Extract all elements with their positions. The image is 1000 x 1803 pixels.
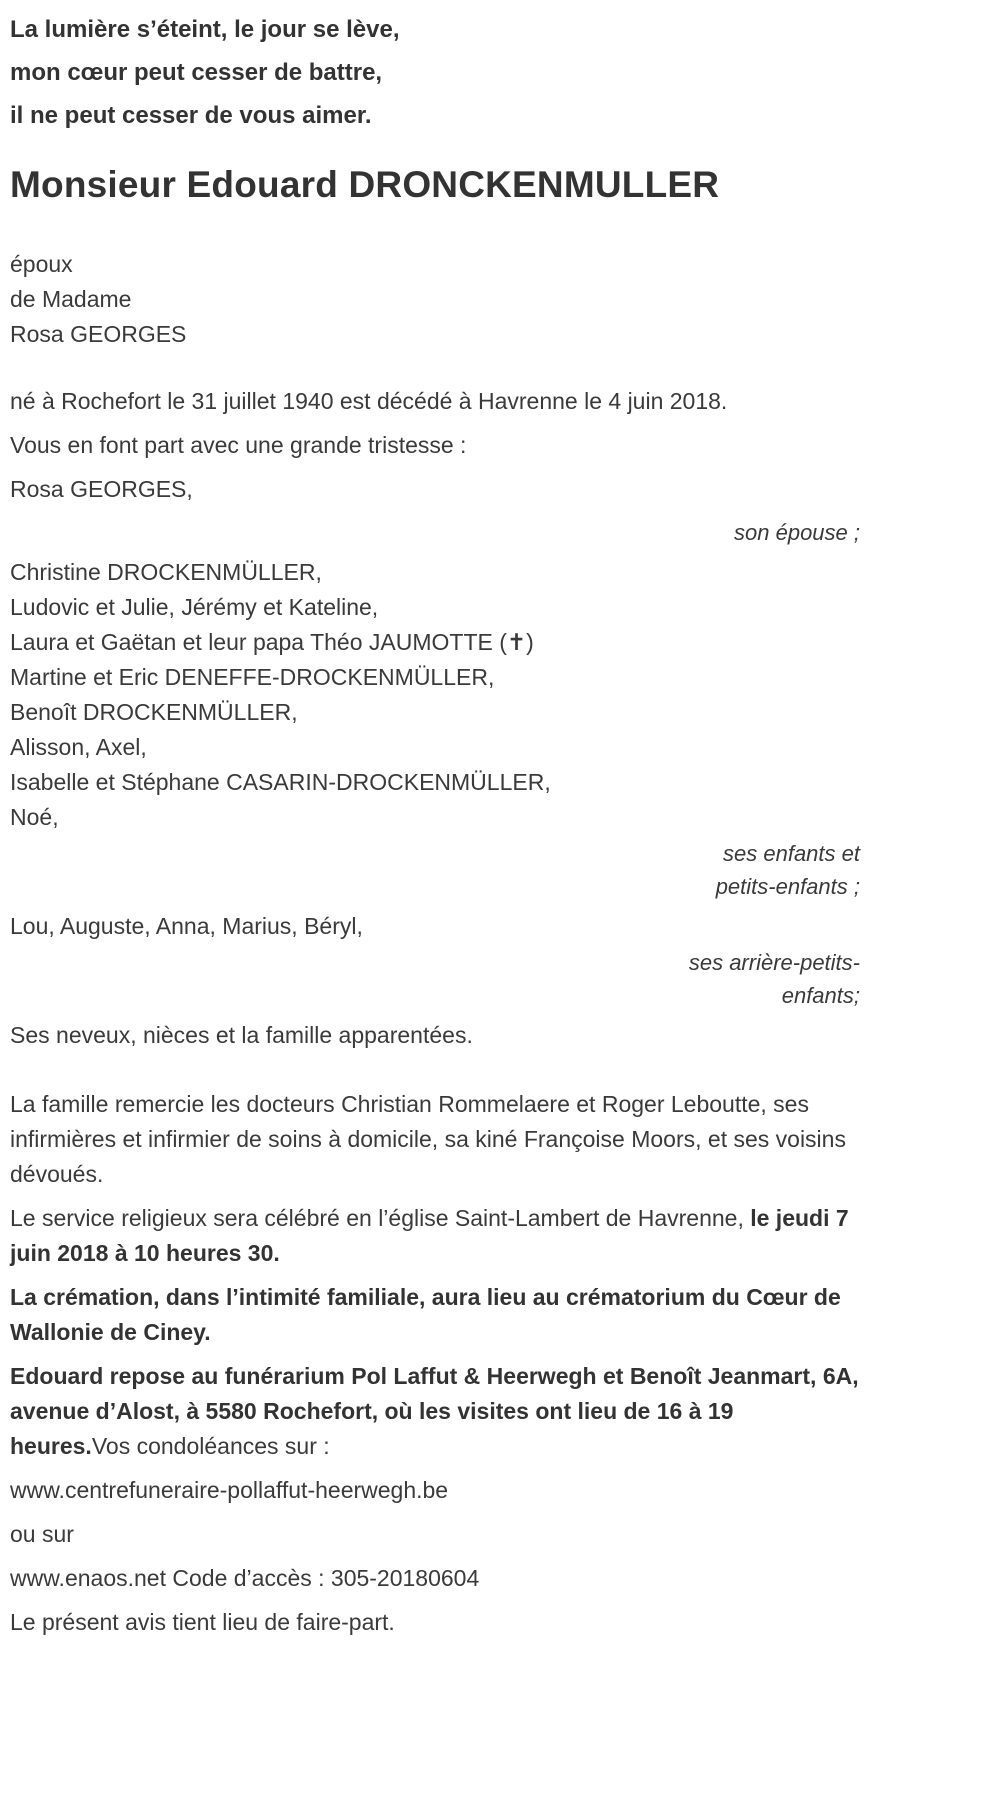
family-member-line: Laura et Gaëtan et leur papa Théo JAUMOTTE (✝) xyxy=(10,629,534,655)
great-grandchildren-role-line: enfants; xyxy=(781,983,860,1008)
family-member-line: Christine DROCKENMÜLLER, xyxy=(10,559,322,585)
deceased-name-title: Monsieur Edouard DRONCKENMULLER xyxy=(10,164,720,205)
family-member-line: Alisson, Axel, xyxy=(10,734,147,760)
family-member-line: Isabelle et Stéphane CASARIN-DROCKENMÜLLER, xyxy=(10,769,551,795)
family-member-line: Noé, xyxy=(10,804,59,830)
funerarium-text: Edouard repose au funérarium Pol Laffut & Heerwegh et Benoît Jeanmart, 6A, avenue d’Alost, à 5580 Rochefort, où les visites ont lieu de 16 à 19 heures. xyxy=(10,1363,859,1459)
relatives-line: Ses neveux, nièces et la famille apparentées. xyxy=(10,1022,473,1048)
relation-line: époux xyxy=(10,251,73,277)
spouse-name: Rosa GEORGES, xyxy=(10,476,193,502)
children-role-line: ses enfants et xyxy=(723,841,860,866)
website-link-1: www.centrefuneraire-pollaffut-heerwegh.be xyxy=(10,1477,449,1503)
poem-line: mon cœur peut cesser de battre, xyxy=(10,59,383,86)
birth-death-line: né à Rochefort le 31 juillet 1940 est décédé à Havrenne le 4 juin 2018. xyxy=(10,388,728,414)
great-grandchildren-names: Lou, Auguste, Anna, Marius, Béryl, xyxy=(10,913,363,939)
family-member-line: Ludovic et Julie, Jérémy et Kateline, xyxy=(10,594,379,620)
poem-line: il ne peut cesser de vous aimer. xyxy=(10,102,372,129)
family-member-line: Martine et Eric DENEFFE-DROCKENMÜLLER, xyxy=(10,664,495,690)
children-names-list xyxy=(10,555,860,835)
condolences-label: Vos condoléances sur : xyxy=(91,1433,330,1459)
thanks-paragraph: La famille remercie les docteurs Christian Rommelaere et Roger Leboutte, ses infirmières et infirmier de soins à domicile, sa kiné Françoise Moors, et ses voisins dévoués. xyxy=(10,1091,846,1187)
footer-note: Le présent avis tient lieu de faire-part. xyxy=(10,1609,395,1635)
website-link-2: www.enaos.net Code d’accès : 305-20180604 xyxy=(10,1565,480,1591)
poem-line: La lumière s’éteint, le jour se lève, xyxy=(10,16,400,43)
relation-line: de Madame xyxy=(10,286,132,312)
spouse-role-label: son épouse ; xyxy=(734,520,860,545)
or-text: ou sur xyxy=(10,1521,74,1547)
service-text: Le service religieux sera célébré en l’église Saint-Lambert de Havrenne, xyxy=(10,1205,744,1231)
service-date: le jeudi 7 juin 2018 à 10 heures 30. xyxy=(10,1205,849,1266)
family-member-line: Benoît DROCKENMÜLLER, xyxy=(10,699,298,725)
relation-line: Rosa GEORGES xyxy=(10,321,187,347)
children-role-line: petits-enfants ; xyxy=(715,874,860,899)
children-role-label xyxy=(10,837,860,903)
cremation-paragraph: La crémation, dans l’intimité familiale, aura lieu au crématorium du Cœur de Wallonie de Ciney. xyxy=(10,1284,841,1345)
great-grandchildren-role-label xyxy=(10,946,860,1012)
announcement-intro: Vous en font part avec une grande tristesse : xyxy=(10,432,467,458)
service-paragraph xyxy=(10,1201,860,1271)
great-grandchildren-role-line: ses arrière-petits- xyxy=(688,950,860,975)
relation-block xyxy=(10,247,860,352)
opening-poem xyxy=(10,8,860,137)
funerarium-paragraph xyxy=(10,1359,860,1464)
